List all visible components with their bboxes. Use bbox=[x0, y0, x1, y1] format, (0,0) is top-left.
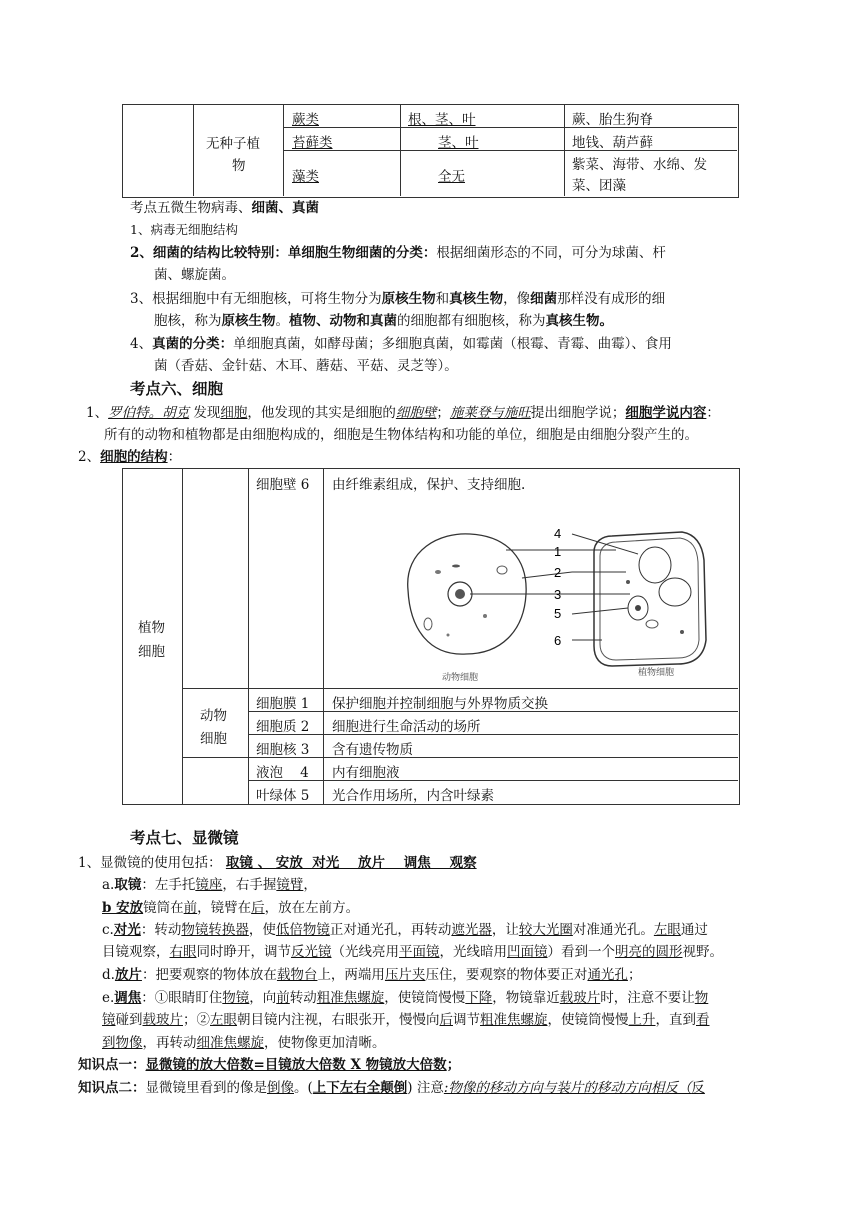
text: 载玻片 bbox=[142, 1012, 183, 1028]
text: 物镜 bbox=[222, 990, 250, 1006]
section7-line bbox=[102, 965, 641, 985]
text: 右眼 bbox=[169, 944, 197, 960]
text: 对光 bbox=[113, 922, 141, 938]
text: ，再转动 bbox=[142, 1035, 197, 1051]
text: ； bbox=[446, 1057, 461, 1073]
text: ，使镜筒慢慢 bbox=[384, 990, 466, 1006]
text: 考点五微生物病毒、 bbox=[130, 200, 252, 216]
text: 原核生物 bbox=[381, 291, 436, 307]
table2-cell: 叶绿体 5 bbox=[256, 788, 310, 804]
text: 左眼 bbox=[210, 1012, 237, 1028]
table2-cell: 细胞核 3 bbox=[256, 742, 310, 758]
section7-line bbox=[102, 1010, 710, 1030]
diagram-label: 4 bbox=[554, 526, 562, 541]
text: ，直到 bbox=[655, 1012, 696, 1028]
section5-line bbox=[130, 243, 666, 263]
text: 正对通光孔，再转动 bbox=[329, 922, 452, 938]
text: ； bbox=[627, 967, 642, 983]
table1-cell: 紫菜、海带、水绵、发 bbox=[572, 157, 707, 173]
text: 细胞学说内容 bbox=[625, 405, 707, 421]
text: ，让 bbox=[491, 922, 519, 938]
text: 较大光圈 bbox=[518, 922, 573, 938]
text: 调焦 bbox=[114, 990, 142, 1006]
section5-line bbox=[130, 289, 665, 309]
text: 胞核，称为 bbox=[154, 313, 222, 329]
text: 显微镜的放大倍数=目镜放大倍数 X 物镜放大倍数 bbox=[145, 1057, 447, 1073]
text: ，镜臂在 bbox=[197, 900, 252, 916]
plant-cell-caption: 植物细胞 bbox=[638, 668, 675, 678]
diagram-label: 6 bbox=[554, 633, 562, 648]
text: 前 bbox=[276, 990, 290, 1006]
table2-cell: 由纤维素组成，保护、支持细胞. bbox=[332, 477, 526, 493]
text: 发现 bbox=[189, 405, 221, 421]
text: 物镜转换器 bbox=[181, 922, 249, 938]
text: 对准通光孔。 bbox=[572, 922, 654, 938]
table2-cell: 细胞质 2 bbox=[256, 719, 310, 735]
text: 反光镜 bbox=[291, 944, 332, 960]
text: e. bbox=[102, 990, 115, 1006]
table2-cell: 含有遗传物质 bbox=[332, 742, 413, 758]
text: 载玻片 bbox=[559, 990, 601, 1006]
text: 粗准焦螺旋 bbox=[480, 1012, 548, 1028]
section7-line bbox=[102, 898, 359, 918]
section5-line: 菌（香菇、金针菇、木耳、蘑菇、平菇、灵芝等）。 bbox=[154, 358, 458, 374]
animal-cell-label: 动物 bbox=[200, 708, 227, 724]
text: 压片夹 bbox=[384, 967, 426, 983]
text: 4、 bbox=[130, 336, 153, 352]
text: 调节 bbox=[453, 1012, 480, 1028]
table1-divider bbox=[193, 104, 194, 196]
text: 倒像 bbox=[267, 1080, 294, 1096]
text: 时，注意不要让 bbox=[600, 990, 695, 1006]
text: （光线亮用 bbox=[331, 944, 399, 960]
text: ， bbox=[303, 877, 317, 893]
text: 物 bbox=[694, 990, 709, 1006]
text: ： bbox=[706, 405, 720, 421]
text: 看 bbox=[696, 1012, 710, 1028]
text: 知识点一： bbox=[78, 1057, 146, 1073]
text: 上下左右全颠倒 bbox=[312, 1080, 408, 1096]
table2-divider bbox=[182, 468, 183, 804]
text: 粗准焦螺旋 bbox=[316, 990, 385, 1006]
text: 提出细胞学说； bbox=[530, 405, 626, 421]
text: ，他发现的其实是细胞的 bbox=[247, 405, 396, 421]
text: ，向 bbox=[249, 990, 277, 1006]
text: 前 bbox=[183, 900, 198, 916]
table1-divider bbox=[283, 150, 737, 151]
text: ，放在左前方。 bbox=[264, 900, 360, 916]
section5-title bbox=[130, 198, 319, 218]
text: ，物镜靠近 bbox=[492, 990, 560, 1006]
text: 细胞壁 bbox=[395, 405, 437, 421]
text: 取镜 、 安放 对光 放片 调焦 观察 bbox=[225, 855, 477, 871]
text: 低倍物镜 bbox=[275, 922, 330, 938]
text: :物像的移动方向与装片的移动方向相反（ bbox=[443, 1080, 692, 1096]
text: 和 bbox=[435, 291, 450, 307]
text: ，使 bbox=[248, 922, 276, 938]
text: 放片 bbox=[114, 967, 142, 983]
text: 后 bbox=[439, 1012, 453, 1028]
table1-cell: 茎、叶 bbox=[438, 135, 479, 151]
text: 上，两端用 bbox=[317, 967, 385, 983]
text: 平面镜 bbox=[399, 944, 440, 960]
section7-line bbox=[102, 920, 708, 940]
text: ； bbox=[436, 405, 450, 421]
table2-cell: 细胞壁 6 bbox=[256, 477, 310, 493]
text: b 安放 bbox=[102, 900, 144, 916]
text: 反 bbox=[691, 1080, 705, 1096]
text: 单细胞真菌，如酵母菌；多细胞真菌，如霉菌（根霉、青霉、曲霉）、食用 bbox=[233, 336, 672, 352]
plant-cell-label: 细胞 bbox=[138, 644, 165, 660]
text: 明亮的圆形 bbox=[615, 944, 683, 960]
text: 罗伯特。胡克 bbox=[108, 405, 190, 421]
table2-divider bbox=[248, 780, 738, 781]
section5-line: 菌、螺旋菌。 bbox=[154, 267, 235, 283]
plant-cell-figure bbox=[594, 532, 706, 666]
diagram-label: 5 bbox=[554, 606, 562, 621]
text: 原核生物 bbox=[221, 313, 276, 329]
table1-cell: 地钱、葫芦藓 bbox=[572, 135, 653, 151]
text: 真菌的分类： bbox=[152, 336, 234, 352]
text: 镜臂 bbox=[276, 877, 304, 893]
text: 的细胞都有细胞核，称为 bbox=[397, 313, 546, 329]
text: 同时睁开，调节 bbox=[196, 944, 291, 960]
text: 压住，要观察的物体要正对 bbox=[425, 967, 588, 983]
text: 通光孔 bbox=[587, 967, 628, 983]
section7-line bbox=[102, 942, 723, 962]
table2-divider bbox=[248, 734, 738, 735]
section6-line: 所有的动物和植物都是由细胞构成的，细胞是生物体结构和功能的单位，细胞是由细胞分裂产生的。 bbox=[104, 427, 698, 443]
text: 镜 bbox=[102, 1012, 116, 1028]
text: 1、 bbox=[86, 405, 109, 421]
table1-group-label: 无种子植 bbox=[206, 136, 260, 152]
text: ，使物像更加清晰。 bbox=[264, 1035, 386, 1051]
text: 上升 bbox=[628, 1012, 656, 1028]
table2-divider bbox=[323, 468, 324, 804]
text: 1、显微镜的使用包括： bbox=[78, 855, 222, 871]
text: ，使镜筒慢慢 bbox=[547, 1012, 629, 1028]
text: 。( bbox=[294, 1080, 313, 1096]
table1-cell: 苔藓类 bbox=[292, 135, 333, 151]
text: ：把要观察的物体放在 bbox=[141, 967, 277, 983]
text: 施莱登与施旺 bbox=[449, 405, 531, 421]
text: ，光线暗用 bbox=[439, 944, 507, 960]
diagram-label: 2 bbox=[554, 565, 562, 580]
section6-line bbox=[86, 403, 720, 423]
text: ，像 bbox=[503, 291, 531, 307]
section5-line: 1、病毒无细胞结构 bbox=[130, 222, 238, 237]
text: 遮光器 bbox=[451, 922, 492, 938]
text: ，右手握 bbox=[222, 877, 277, 893]
text: 2、细菌的结构比较特别：单细胞生物细菌的分类： bbox=[130, 245, 437, 261]
text: 镜座 bbox=[195, 877, 223, 893]
text: ： bbox=[167, 449, 182, 465]
section7-line bbox=[78, 1055, 460, 1075]
section7-line bbox=[78, 853, 477, 873]
text: ：左手托 bbox=[141, 877, 196, 893]
diagram-label: 1 bbox=[554, 544, 562, 559]
section7-line bbox=[78, 1078, 705, 1098]
text: c. bbox=[102, 922, 114, 938]
text: 真核生物 bbox=[449, 291, 504, 307]
table2-cell: 内有细胞液 bbox=[332, 765, 400, 781]
table2-divider bbox=[248, 468, 249, 804]
text: 镜筒在 bbox=[143, 900, 184, 916]
text: 显微镜里看到的像是 bbox=[145, 1080, 267, 1096]
section7-title: 考点七、显微镜 bbox=[130, 828, 239, 847]
table1-cell: 根、茎、叶 bbox=[408, 112, 476, 128]
text: 目镜观察， bbox=[102, 944, 170, 960]
text: 3、根据细胞中有无细胞核，可将生物分为 bbox=[130, 291, 382, 307]
text: 植物、动物和真菌 bbox=[289, 313, 397, 329]
cell-diagram bbox=[390, 520, 710, 688]
table2-cell: 保护细胞并控制细胞与外界物质交换 bbox=[332, 696, 548, 712]
plant-cell-label: 植物 bbox=[138, 620, 165, 636]
text: 细胞 bbox=[220, 405, 248, 421]
text: ：转动 bbox=[140, 922, 182, 938]
text: 转动 bbox=[289, 990, 317, 1006]
text: 通过 bbox=[680, 922, 708, 938]
text: 2、 bbox=[78, 449, 101, 465]
text: 碰到 bbox=[115, 1012, 143, 1028]
table1-cell: 蕨类 bbox=[292, 112, 319, 128]
table2-cell: 光合作用场所，内含叶绿素 bbox=[332, 788, 494, 804]
section7-line bbox=[102, 988, 708, 1008]
table1-cell: 蕨、胎生狗脊 bbox=[572, 112, 653, 128]
text: 细菌、真菌 bbox=[251, 200, 319, 216]
table2-cell: 液泡 4 bbox=[256, 765, 309, 781]
text: 取镜 bbox=[114, 877, 142, 893]
text: d. bbox=[102, 967, 115, 983]
text: 下降 bbox=[465, 990, 493, 1006]
text: ) 注意 bbox=[407, 1080, 444, 1096]
text: 知识点二： bbox=[78, 1080, 146, 1096]
text: ：①眼睛盯住 bbox=[141, 990, 223, 1006]
text: 后 bbox=[251, 900, 265, 916]
text: 凹面镜 bbox=[507, 944, 548, 960]
text: 载物台 bbox=[276, 967, 318, 983]
text: 细菌 bbox=[530, 291, 558, 307]
section7-line bbox=[102, 875, 317, 895]
text: 视野。 bbox=[682, 944, 723, 960]
text: 。 bbox=[275, 313, 289, 329]
text: 左眼 bbox=[653, 922, 681, 938]
table1-cell: 全无 bbox=[438, 169, 465, 185]
text: 到物像 bbox=[102, 1035, 143, 1051]
diagram-label: 3 bbox=[554, 587, 562, 602]
text: 根据细菌形态的不同，可分为球菌、杆 bbox=[436, 245, 666, 261]
table1-divider bbox=[283, 127, 737, 128]
table2-cell: 细胞膜 1 bbox=[256, 696, 310, 712]
text: 真核生物。 bbox=[545, 313, 613, 329]
section5-line bbox=[154, 311, 613, 331]
text: a. bbox=[102, 877, 115, 893]
section6-line bbox=[78, 447, 181, 467]
table2-divider bbox=[182, 688, 738, 689]
section5-line bbox=[130, 334, 672, 354]
text: 细准焦螺旋 bbox=[196, 1035, 264, 1051]
section6-title: 考点六、细胞 bbox=[130, 379, 224, 398]
text: ）看到一个 bbox=[547, 944, 615, 960]
text: ；② bbox=[183, 1012, 210, 1028]
table1-group-label: 物 bbox=[232, 158, 246, 174]
table1-cell: 藻类 bbox=[292, 169, 319, 185]
animal-cell-label: 细胞 bbox=[200, 731, 227, 747]
table1-cell: 菜、团藻 bbox=[572, 178, 626, 194]
text: 细胞的结构 bbox=[100, 449, 168, 465]
text: 那样没有成形的细 bbox=[557, 291, 666, 307]
animal-cell-caption: 动物细胞 bbox=[442, 673, 479, 683]
text: 朝目镜内注视，右眼张开，慢慢向 bbox=[237, 1012, 440, 1028]
table2-cell: 细胞进行生命活动的场所 bbox=[332, 719, 481, 735]
section7-line bbox=[102, 1033, 386, 1053]
